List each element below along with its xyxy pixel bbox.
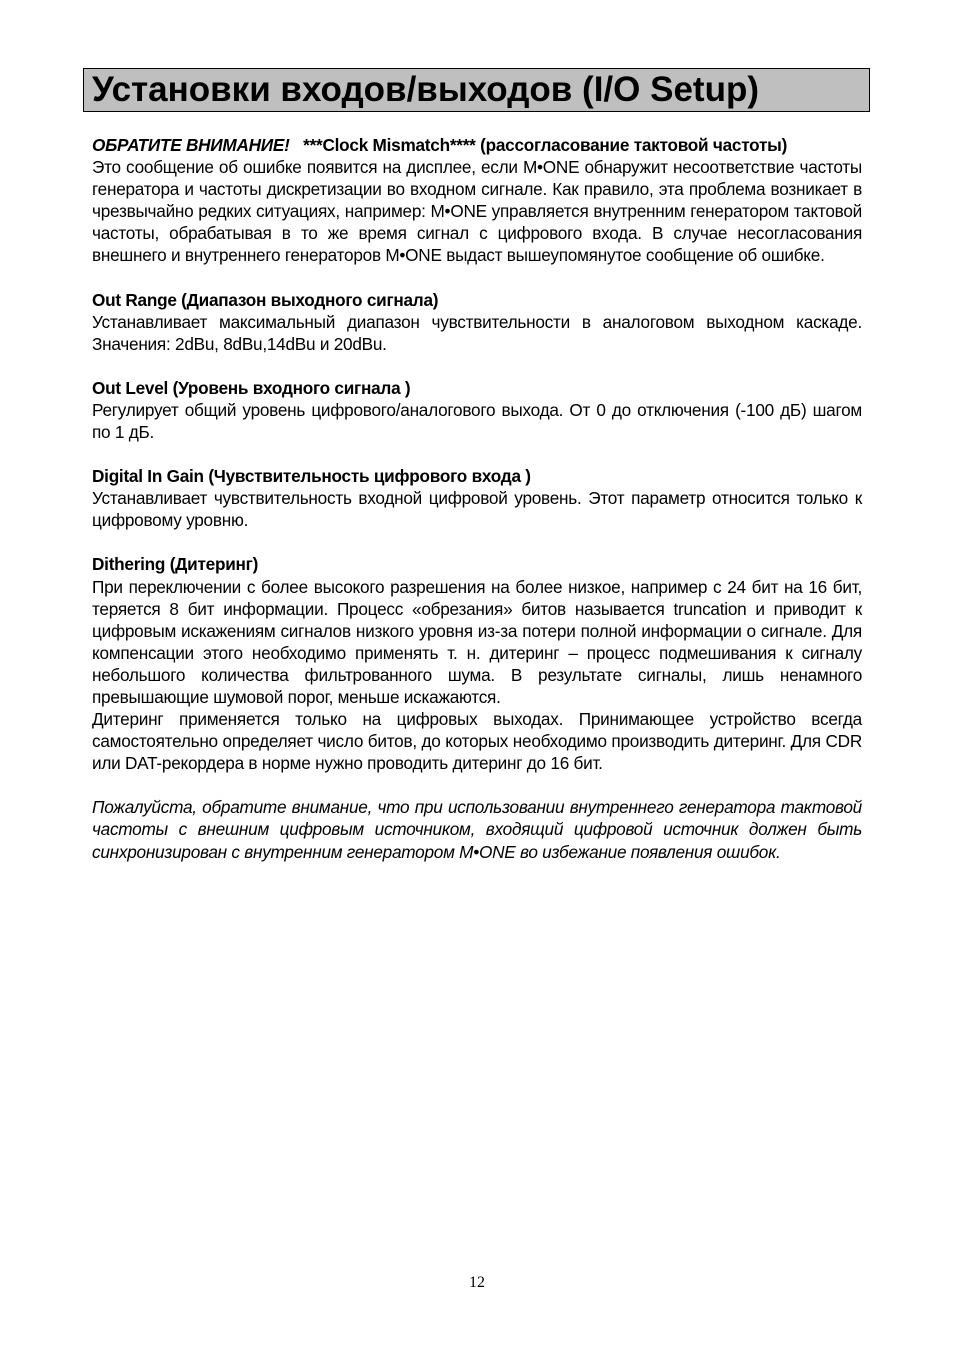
out-level-body: Регулирует общий уровень цифрового/аналогового выхода. От 0 до отключения (-100 дБ) шагом по 1 дБ. — [92, 399, 862, 443]
closing-note: Пожалуйста, обратите внимание, что при использовании внутреннего генератора тактовой частоты с внешним цифровым источником, входящий цифровой источник должен быть синхронизирован с внутренним генератором M•ONE во избежание появления ошибок. — [92, 797, 862, 862]
clock-mismatch-title: ***Clock Mismatch**** (рассогласование тактовой частоты) — [303, 135, 788, 155]
section-digital-in-gain — [92, 465, 862, 531]
dithering-heading: Dithering (Дитеринг) — [92, 554, 259, 575]
digital-in-gain-body: Устанавливает чувствительность входной цифровой уровень. Этот параметр относится только к цифровому уровню. — [92, 488, 862, 531]
clock-mismatch-heading — [92, 134, 862, 156]
dithering-body-continued: Дитеринг применяется только на цифровых выходах. Принимающее устройство всегда самостоятельно определяет число битов, до которых необходимо производить дитеринг. Для CDR или DAT-рекордера в норме нужно проводить дитеринг до 16 бит. — [92, 709, 862, 774]
clock-mismatch-body: Это сообщение об ошибке появится на дисплее, если M•ONE обнаружит несоответствие частоты генератора и частоты дискретизации во входном сигнале. Как правило, эта проблема возникает в чрезвычайно редких ситуациях, например: M•ONE управляется внутренним генератором тактовой частоты, обрабатывая в то же время сигнал с цифрового входа. В случае несогласования внешнего и внутреннего генераторов M•ONE выдаст вышеупомянутое сообщение об ошибке. — [92, 157, 862, 266]
page-title-box — [83, 68, 870, 112]
page-content — [92, 134, 862, 863]
section-out-level — [92, 377, 862, 443]
out-range-body: Устанавливает максимальный диапазон чувствительности в аналоговом выходном каскаде. Значения: 2dBu, 8dBu,14dBu и 20dBu. — [92, 311, 862, 354]
section-out-range — [92, 289, 862, 355]
page-title: Установки входов/выходов (I/O Setup) — [92, 70, 759, 109]
out-level-heading: Out Level (Уровень входного сигнала ) — [92, 377, 411, 398]
digital-in-gain-heading: Digital In Gain (Чувствительность цифрового входа ) — [92, 466, 531, 487]
dithering-body: При переключении с более высокого разрешения на более низкое, например с 24 бит на 16 бит, теряется 8 бит информации. Процесс «обрезания» битов называется truncation и приводит к цифровым искажениям сигналов низкого уровня из-за потери полной информации о сигнале. Для компенсации этого необходимо применять т. н. дитеринг – процесс подмешивания к сигналу небольшого количества фильтрованного шума. В результате сигналы, лишь ненамного превышающие шумовой порог, меньше искажаются. — [92, 576, 862, 707]
clock-mismatch-note — [92, 134, 862, 267]
out-range-heading: Out Range (Диапазон выходного сигнала) — [92, 289, 439, 310]
attention-label: ОБРАТИТЕ ВНИМАНИЕ! — [92, 135, 290, 155]
page-number: 12 — [469, 1274, 485, 1291]
section-dithering — [92, 553, 862, 774]
